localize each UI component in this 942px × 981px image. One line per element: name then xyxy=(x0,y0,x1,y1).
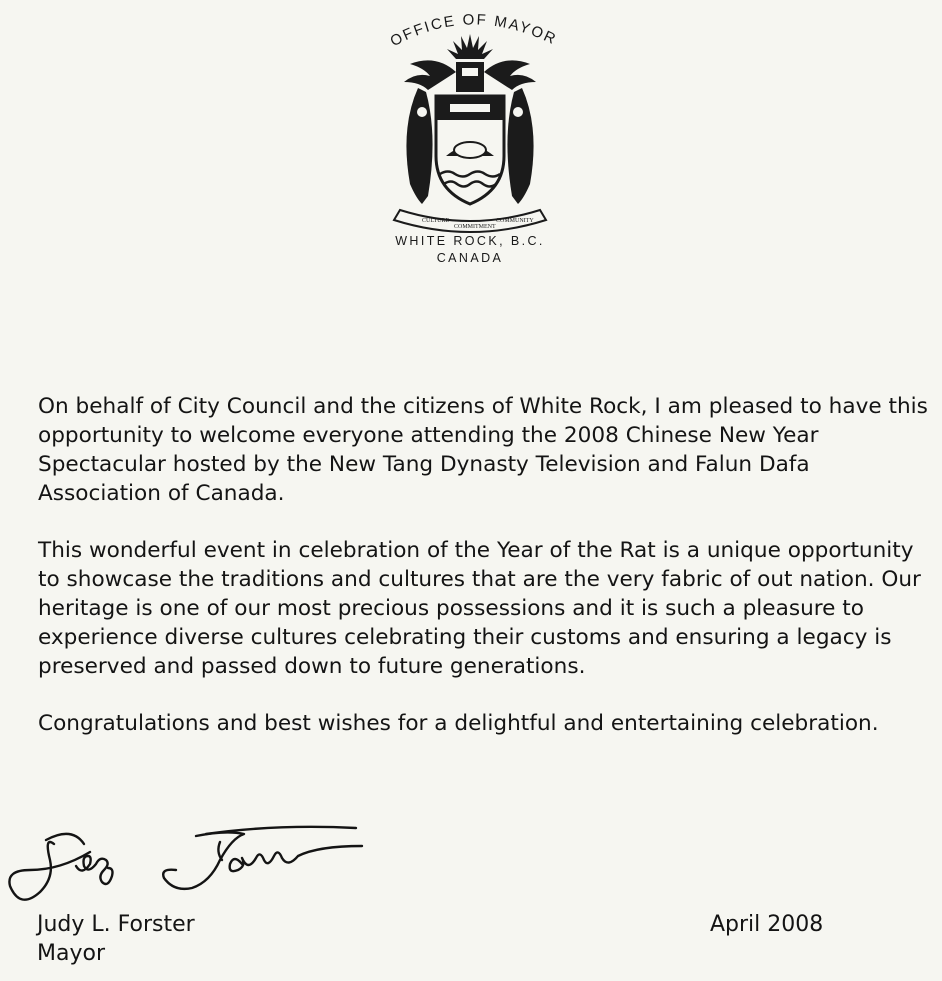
signatory-title: Mayor xyxy=(37,941,105,966)
letter-paragraph: This wonderful event in celebration of the Year of the Rat is a unique opportunity to showcase the traditions and cultures that are the very fabric of out nation. Our heritage is one of our most precious possessions and it is such a pleasure to experience diverse cultures celebrating their customs and ensuring a legacy is preserved and passed down to future generations. xyxy=(38,538,921,679)
signatory-name: Judy L. Forster xyxy=(37,912,195,937)
office-of-mayor-heading xyxy=(388,11,560,50)
svg-text:COMMITMENT: COMMITMENT xyxy=(454,224,496,230)
crest-tower-icon xyxy=(456,62,484,92)
crest-shield-icon xyxy=(436,96,504,204)
svg-text:CULTURE: CULTURE xyxy=(422,218,450,224)
crest-sun-icon xyxy=(447,34,493,59)
letter-paragraph: On behalf of City Council and the citizens of White Rock, I am pleased to have this opportunity to welcome everyone attending the 2008 Chinese New Year Spectacular hosted by the New Tang Dynasty Television and Falun Dafa Association of Canada. xyxy=(38,394,928,506)
country-name: CANADA xyxy=(436,251,504,265)
city-name: WHITE ROCK, B.C. xyxy=(395,234,545,248)
handwritten-signature xyxy=(6,820,366,920)
svg-text:OFFICE OF MAYOR: OFFICE OF MAYOR xyxy=(387,11,560,51)
letter-date: April 2008 xyxy=(710,912,824,937)
letter-paragraph: Congratulations and best wishes for a delightful and entertaining celebration. xyxy=(38,711,879,736)
city-crest xyxy=(370,6,570,268)
letter-body xyxy=(38,392,938,766)
svg-text:COMMUNITY: COMMUNITY xyxy=(496,218,534,224)
crest-motto-ribbon xyxy=(394,210,546,232)
